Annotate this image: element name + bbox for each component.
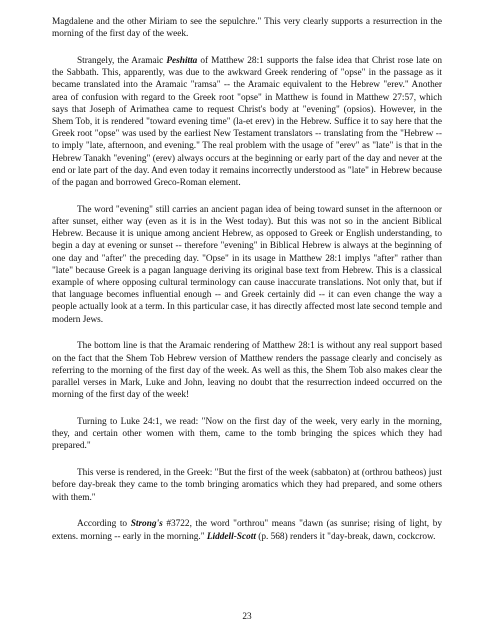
paragraph-1 — [52, 16, 442, 40]
text-run: According to — [77, 519, 131, 530]
emphasis-term: Strong's — [130, 519, 163, 530]
text-run: Magdalene and the other Miriam to see the sepulchre." This very clearly supports a resurrection in the morning of the first day of the week. — [52, 17, 442, 40]
text-run: This verse is rendered, in the Greek: "But the first of the week (sabbaton) at (orthrou batheos) just before day-break they came to the tomb bringing aromatics which they had prepared, and some others with them." — [52, 468, 442, 503]
paragraph-6 — [52, 467, 442, 504]
emphasis-term: Liddell-Scott — [206, 531, 256, 542]
text-run: Strangely, the Aramaic — [77, 56, 167, 66]
emphasis-term: Peshitta — [166, 56, 198, 66]
text-run: #3722, the word "orthrou" means "dawn (as sunrise; rising of light, by extens. morning -- early in the morning." — [52, 519, 442, 542]
paragraph-7 — [52, 518, 442, 542]
text-run: (p. 568) renders it "day-break, dawn, cockcrow. — [255, 531, 436, 542]
paragraph-2 — [52, 55, 442, 189]
text-run: Turning to Luke 24:1, we read: "Now on the first day of the week, very early in the morning, they, and certain other women with them, came to the tomb bringing the spices which they had prepared." — [52, 417, 442, 452]
paragraph-3 — [52, 204, 442, 326]
text-run: The bottom line is that the Aramaic rendering of Matthew 28:1 is without any real support based on the fact that the Shem Tob Hebrew version of Matthew renders the passage clearly and concisely as referring to the morning of the first day of the week. As well as this, the Shem Tob also makes clear the parallel verses in Mark, Luke and John, leaving no doubt that the resurrection indeed occurred on the morning of the first day of the week! — [52, 341, 442, 401]
page-number: 23 — [242, 612, 252, 622]
text-run: The word "evening" still carries an ancient pagan idea of being toward sunset in the afternoon or after sunset, either way (even as it is in the West today). But this was not so in the ancient Biblical Hebrew. Because it is unique among ancient Hebrew, as opposed to Greek or English understanding, to begin a day at evening or sunset -- therefore "evening" in Biblical Hebrew is always at the beginning of one day and "after" the preceding day. "Opse" in its usage in Matthew 28:1 implys "after" rather than "late" because Greek is a pagan language deriving its original base text from Hebrew. This is a classical example of where opposing cultural terminology can cause inaccurate translations. Not only that, but if that language becomes influential enough -- and Greek certainly did -- it can even change the way a people actually look at a term. In this particular case, it has directly affected most late second temple and modern Jews. — [52, 204, 442, 325]
paragraph-5 — [52, 416, 442, 453]
paragraph-4 — [52, 340, 442, 401]
text-run: of Matthew 28:1 supports the false idea that Christ rose late on the Sabbath. This, apparently, was due to the awkward Greek rendering of "opse" in the passage as it became translated into the Aramaic "ramsa" -- the Aramaic equivalent to the Hebrew "erev." Another area of confusion with regard to the Greek root "opse" in Matthew is found in Matthew 27:57, which says that Joseph of Arimathea came to request Christ's body at "evening" (opsios). However, in the Shem Tob, it is rendered "toward evening time" (la-et erev) in the Hebrew. Suffice it to say here that the Greek root "opse" was used by the earliest New Testament translators -- translating from the "Hebrew -- to imply "late, afternoon, and evening." The real problem with the usage of "erev" as "late" is that in the Hebrew Tanakh "evening" (erev) always occurs at the beginning or early part of the day and never at the end or late part of the day. And even today it remains incorrectly understood as "late" in Hebrew because of the pagan and borrowed Greco-Roman element. — [52, 56, 442, 189]
